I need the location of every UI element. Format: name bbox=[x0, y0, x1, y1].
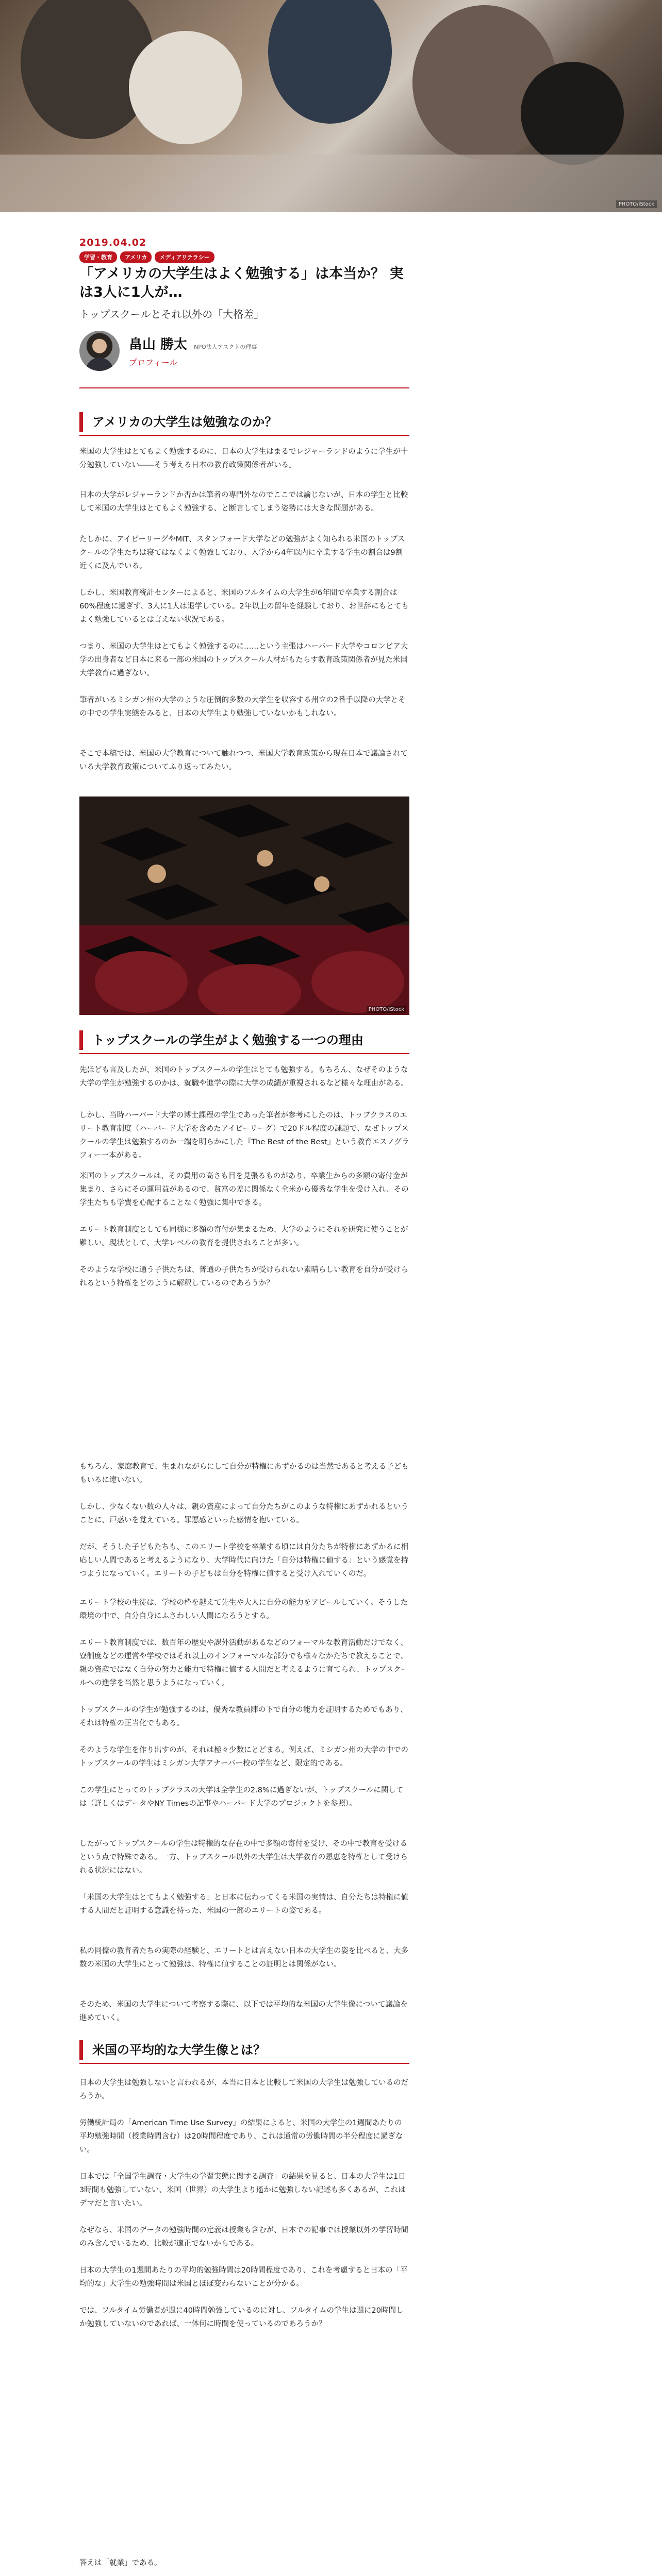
paragraph: では、フルタイム労働者が週に40時間勉強しているのに対し、フルタイムの学生は週に20時間しか勉強していないのであれば、一体何に時間を使っているのであろうか？ bbox=[79, 2307, 404, 2328]
paragraph: しかし、当時ハーバード大学の博士課程の学生であった筆者が参考にしたのは、トップクラスのエリート教育制度（ハーバード大学を含めたアイビーリーグ）で20ドル程度の課題で、なぜトップスクールの学生は勉強するのか一端を明らかにした『The Best of the Best』という教育エスノグラフィー一本がある。 bbox=[79, 1111, 409, 1160]
paragraph: エリート教育制度としても同様に多額の寄付が集まるため、大学のようにそれを研究に使うことが難しい。現状として、大学レベルの教育を提供されることが多い。 bbox=[79, 1226, 408, 1247]
section-heading: トップスクールの学生がよく勉強する一つの理由 bbox=[79, 1030, 409, 1050]
tag-education[interactable]: 学習・教育 bbox=[79, 251, 117, 263]
paragraph: だが、そうした子どもたちも、このエリート学校を卒業する頃には自分たちが特権にあずかるに相応しい人間であると考えるようになり、大学時代に向けた「自分は特権に値する」という感覚を持つようになっていく。エリートの子どもは自分を特権に値すると受け入れていくのだ。 bbox=[79, 1543, 408, 1578]
hero-student-center bbox=[268, 0, 392, 124]
paragraph: この学生にとってのトップクラスの大学は全学生の2.8%に過ぎないが、トップスクールに関しては（詳しくはデータやNY Timesの記事やハーバード大学のプロジェクトを参照）。 bbox=[79, 1786, 404, 1808]
header-divider bbox=[79, 387, 409, 388]
paragraph: そのため、米国の大学生について考察する際に、以下では平均的な米国の大学生像について議論を進めていく。 bbox=[79, 2001, 408, 2022]
hero-photo-credit: PHOTO/iStock bbox=[616, 200, 657, 208]
paragraph: エリート教育制度では、数百年の歴史や課外活動があるなどのフォーマルな教育活動だけでなく、寮制度などの運営や学校ではそれ以上のインフォーマルな部分でも様々なかたちで教えることで、親の資産ではなく自分の努力と能力で特権に値する人間だと考えるように育てられ、トップスクールへの進学を当然と思うようになっていく。 bbox=[79, 1639, 408, 1687]
paragraph: 米国の大学生はとてもよく勉強するのに、日本の大学生はまるでレジャーランドのように学生が十分勉強していない――そう考える日本の教育政策関係者がいる。 bbox=[79, 448, 408, 469]
hero-headphones bbox=[521, 62, 624, 165]
paragraph: エリート学校の生徒は、学校の枠を越えて先生や大人に自分の能力をアピールしていく。そうした環境の中で、自分自身にふさわしい人間になろうとする。 bbox=[79, 1599, 408, 1620]
paragraph: もちろん、家庭教育で、生まれながらにして自分が特権にあずかるのは当然であると考える子どももいるに違いない。 bbox=[79, 1463, 409, 1484]
hero-table bbox=[0, 155, 662, 212]
tag-america[interactable]: アメリカ bbox=[120, 251, 152, 263]
tag-media-literacy[interactable]: メディアリテラシー bbox=[155, 251, 214, 263]
paragraph: そのような学生を作り出すのが、それは極々少数にとどまる。例えば、ミシガン州の大学の中でのトップスクールの学生はミシガン大学アナーバー校の学生など、限定的である。 bbox=[79, 1746, 408, 1768]
paragraph: 先ほども言及したが、米国のトップスクールの学生はとても勉強する。もちろん、なぜそのような大学の学生が勉強するのかは、就職や進学の際に大学の成績が重視されるなど様々な理由がある。 bbox=[79, 1066, 408, 1088]
hero-photo bbox=[0, 0, 662, 212]
article-title: 「アメリカの大学生はよく勉強する」は本当か？ 実は3人に1人が… bbox=[79, 266, 404, 300]
paragraph: 米国のトップスクールは、その費用の高さも目を見張るものがあり、卒業生からの多額の寄付金が集まり、さらにその運用益があるので、貧富の差に関係なく全米から優秀な学生を受け入れ、その学生たちも学費を心配することなく勉強に集中できる。 bbox=[79, 1172, 409, 1207]
article-subtitle: トップスクールとそれ以外の「大格差」 bbox=[79, 308, 264, 320]
paragraph: なぜなら、米国のデータの勉強時間の定義は授業も含むが、日本での記事では授業以外の学習時間のみ含んでいるため、比較が適正でないからである。 bbox=[79, 2226, 408, 2248]
graduation-caps-illustration bbox=[79, 796, 409, 1015]
author-block bbox=[79, 328, 409, 374]
paragraph: 日本の大学生は勉強しないと言われるが、本当に日本と比較して米国の大学生は勉強しているのだろうか。 bbox=[79, 2079, 408, 2100]
author-profile-link[interactable]: プロフィール bbox=[129, 358, 178, 367]
paragraph: 筆者がいるミシガン州の大学のような圧倒的多数の大学生を収容する州立の2番手以降の大学とその中での学生実態をみると、日本の大学生より勉強していないかもしれない。 bbox=[79, 696, 406, 718]
paragraph: つまり、米国の大学生はとてもよく勉強するのに……という主張はハーバード大学やコロンビア大学の出身者など日本に来る一部の米国のトップスクール人材がもたらす教育政策関係者が見た米国大学教育に過ぎない。 bbox=[79, 642, 408, 677]
paragraph: そこで本稿では、米国の大学教育について触れつつ、米国大学教育政策から現在日本で議論されている大学教育政策についてふり返ってみたい。 bbox=[79, 750, 408, 771]
paragraph: 日本の大学生の1週間あたりの平均的勉強時間は20時間程度であり、これを考慮すると日本の「平均的な」大学生の勉強時間は米国とほぼ変わらないことが分かる。 bbox=[79, 2266, 408, 2288]
author-avatar bbox=[79, 331, 120, 371]
graduation-photo bbox=[79, 796, 409, 1015]
paragraph: 私の同僚の教育者たちの実際の経験と、エリートとは言えない日本の大学生の姿を比べると、大多数の米国の大学生にとって勉強は、特権に値することの証明とは関係がない。 bbox=[79, 1947, 408, 1969]
paragraph: トップスクールの学生が勉強するのは、優秀な教員陣の下で自分の能力を証明するためでもあり、それは特権の正当化でもある。 bbox=[79, 1706, 408, 1727]
author-name: 畠山 勝太 bbox=[129, 337, 188, 352]
paragraph: 日本では「全国学生調査・大学生の学習実態に関する調査」の結果を見ると、日本の大学生は1日3時間も勉強していない、米国（世界）の大学生より遥かに勉強しない記述も多くあるが、これはデマだと言いたい。 bbox=[79, 2173, 406, 2208]
paragraph: 日本の大学がレジャーランドか否かは筆者の専門外なのでここでは論じないが、日本の学生と比較して米国の大学生はとてもよく勉強する、と断言してしまう姿勢には大きな問題がある。 bbox=[79, 491, 408, 513]
paragraph: しかし、少なくない数の人々は、親の資産によって自分たちがこのような特権にあずかれるということに、戸惑いを覚えている。罪悪感といった感情を抱いている。 bbox=[79, 1503, 408, 1524]
section-heading: 米国の平均的な大学生像とは？ bbox=[79, 2040, 409, 2060]
paragraph: 「米国の大学生はとてもよく勉強する」と日本に伝わってくる米国の実情は、自分たちは特権に値する人間だと証明する意識を持った、米国の一部のエリートの姿である。 bbox=[79, 1893, 408, 1915]
paragraph: したがってトップスクールの学生は特権的な存在の中で多額の寄付を受け、その中で教育を受けるという点で特殊である。一方、トップスクール以外の大学生は大学教育の恩恵を特権として受けられる状況にはない。 bbox=[79, 1840, 408, 1875]
tag-list bbox=[79, 251, 214, 263]
paragraph: 労働統計局の「American Time Use Survey」の結果によると、米国の大学生の1週間あたりの平均勉強時間（授業時間含む）は20時間程度であり、これは通常の労働時間の半分程度に過ぎない。 bbox=[79, 2119, 403, 2154]
photo-credit: PHOTO/iStock bbox=[367, 1006, 406, 1013]
section-heading: アメリカの大学生は勉強なのか？ bbox=[79, 412, 409, 432]
article-date: 2019.04.02 bbox=[79, 237, 147, 248]
paragraph: たしかに、アイビーリーグやMIT、スタンフォード大学などの勉強がよく知られる米国のトップスクールの学生たちは寝てはなくよく勉強しており、入学から4年以内に卒業する学生の割合は9割近くに及んでいる。 bbox=[79, 535, 405, 570]
paragraph: そのような学校に通う子供たちは、普通の子供たちが受けられない素晴らしい教育を自分が受けられるという特権をどのように解釈しているのであろうか？ bbox=[79, 1266, 408, 1287]
author-role: NPO法人アスクトの理事 bbox=[194, 343, 257, 350]
paragraph: しかし、米国教育統計センターによると、米国のフルタイムの大学生が6年間で卒業する割合は60%程度に過ぎず、3人に1人は退学している。2年以上の留年を経験しており、お世辞にもとてもよく勉強しているとは言えない状況である。 bbox=[79, 589, 409, 624]
hero-laptop-glare bbox=[129, 31, 242, 144]
paragraph: 答えは「就業」である。 bbox=[79, 2559, 162, 2567]
